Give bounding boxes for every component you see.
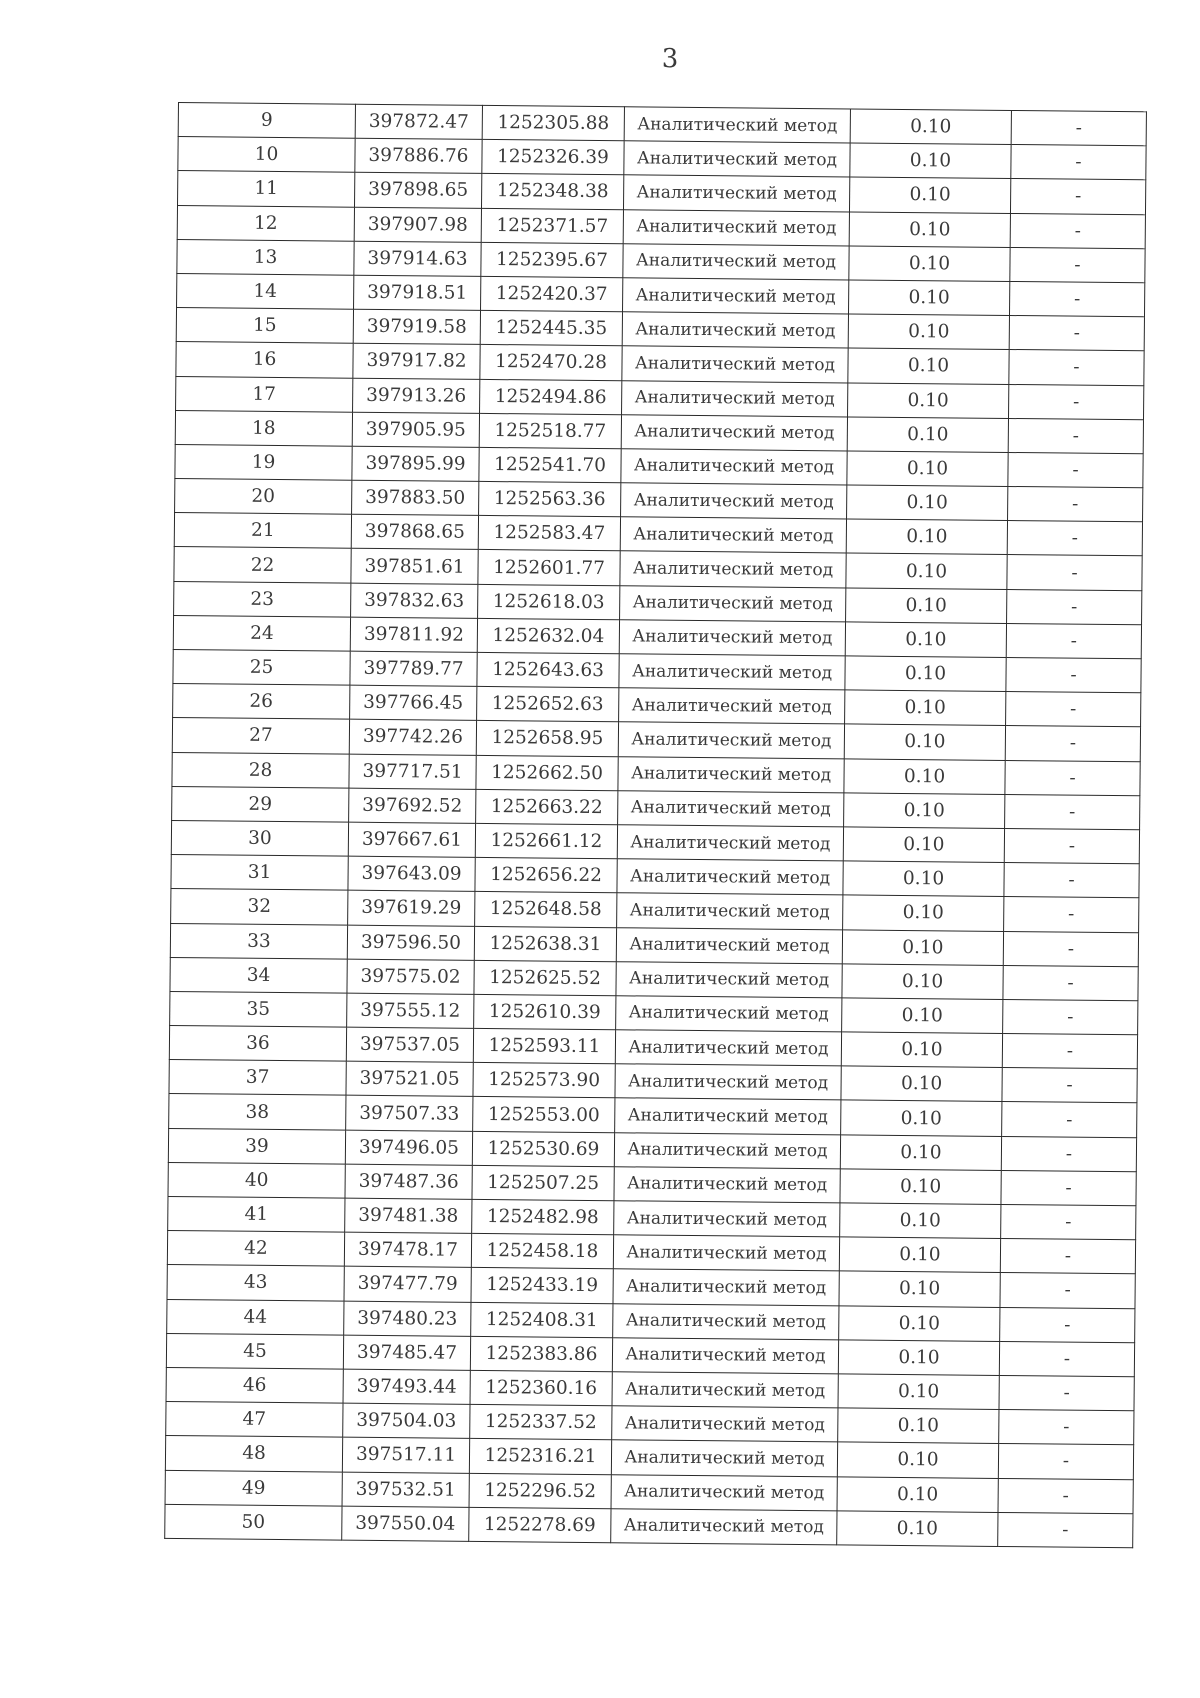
y-coordinate-cell: 1252663.22	[476, 789, 618, 825]
accuracy-cell: 0.10	[838, 1374, 999, 1410]
x-coordinate-cell: 397496.05	[345, 1130, 472, 1165]
accuracy-cell: 0.10	[844, 793, 1005, 829]
accuracy-cell: 0.10	[844, 724, 1005, 760]
point-number-cell: 31	[171, 855, 348, 891]
method-cell: Аналитический метод	[620, 585, 846, 621]
method-cell: Аналитический метод	[616, 996, 842, 1032]
point-number-cell: 43	[167, 1265, 344, 1301]
x-coordinate-cell: 397914.63	[354, 241, 481, 276]
point-number-cell: 46	[166, 1367, 343, 1403]
x-coordinate-cell: 397550.04	[342, 1506, 469, 1541]
y-coordinate-cell: 1252583.47	[478, 516, 620, 552]
y-coordinate-cell: 1252632.04	[477, 618, 619, 654]
method-cell: Аналитический метод	[613, 1303, 839, 1339]
y-coordinate-cell: 1252652.63	[477, 687, 619, 723]
point-number-cell: 48	[165, 1436, 342, 1472]
y-coordinate-cell: 1252360.16	[470, 1370, 612, 1406]
x-coordinate-cell: 397517.11	[342, 1437, 469, 1472]
method-cell: Аналитический метод	[612, 1406, 838, 1442]
x-coordinate-cell: 397487.36	[345, 1164, 472, 1199]
method-cell: Аналитический метод	[613, 1235, 839, 1271]
point-number-cell: 12	[177, 205, 354, 241]
y-coordinate-cell: 1252618.03	[478, 584, 620, 620]
method-cell: Аналитический метод	[620, 517, 846, 553]
method-cell: Аналитический метод	[615, 1064, 841, 1100]
x-coordinate-cell: 397918.51	[354, 275, 481, 310]
description-cell: -	[1001, 1136, 1136, 1171]
y-coordinate-cell: 1252638.31	[474, 926, 616, 962]
description-cell: -	[1007, 521, 1142, 556]
x-coordinate-cell: 397789.77	[350, 651, 477, 686]
description-cell: -	[1001, 1170, 1136, 1205]
method-cell: Аналитический метод	[617, 825, 843, 861]
y-coordinate-cell: 1252610.39	[474, 994, 616, 1030]
method-cell: Аналитический метод	[621, 483, 847, 519]
description-cell: -	[1007, 589, 1142, 624]
accuracy-cell: 0.10	[837, 1511, 998, 1547]
method-cell: Аналитический метод	[611, 1440, 837, 1476]
x-coordinate-cell: 397886.76	[355, 138, 482, 173]
description-cell: -	[1008, 487, 1143, 522]
accuracy-cell: 0.10	[848, 382, 1009, 418]
description-cell: -	[1010, 247, 1145, 282]
point-number-cell: 36	[169, 1026, 346, 1062]
point-number-cell: 27	[172, 718, 349, 754]
x-coordinate-cell: 397555.12	[347, 993, 474, 1028]
x-coordinate-cell: 397868.65	[351, 514, 478, 549]
x-coordinate-cell: 397480.23	[344, 1301, 471, 1336]
y-coordinate-cell: 1252337.52	[470, 1404, 612, 1440]
method-cell: Аналитический метод	[623, 175, 849, 211]
method-cell: Аналитический метод	[615, 1098, 841, 1134]
point-number-cell: 19	[175, 444, 352, 480]
method-cell: Аналитический метод	[622, 346, 848, 382]
method-cell: Аналитический метод	[622, 380, 848, 416]
y-coordinate-cell: 1252648.58	[475, 892, 617, 928]
method-cell: Аналитический метод	[622, 312, 848, 348]
y-coordinate-cell: 1252326.39	[482, 140, 624, 176]
accuracy-cell: 0.10	[842, 998, 1003, 1034]
description-cell: -	[1006, 657, 1141, 692]
method-cell: Аналитический метод	[617, 893, 843, 929]
description-cell: -	[1010, 179, 1145, 214]
point-number-cell: 26	[173, 684, 350, 720]
point-number-cell: 9	[178, 103, 355, 139]
method-cell: Аналитический метод	[619, 688, 845, 724]
description-cell: -	[1005, 760, 1140, 795]
description-cell: -	[1009, 384, 1144, 419]
x-coordinate-cell: 397895.99	[352, 446, 479, 481]
description-cell: -	[1002, 1034, 1137, 1069]
x-coordinate-cell: 397851.61	[351, 549, 478, 584]
y-coordinate-cell: 1252601.77	[478, 550, 620, 586]
y-coordinate-cell: 1252553.00	[473, 1097, 615, 1133]
y-coordinate-cell: 1252420.37	[481, 276, 623, 312]
point-number-cell: 39	[168, 1128, 345, 1164]
x-coordinate-cell: 397481.38	[345, 1198, 472, 1233]
y-coordinate-cell: 1252395.67	[481, 242, 623, 278]
accuracy-cell: 0.10	[840, 1203, 1001, 1239]
method-cell: Аналитический метод	[621, 449, 847, 485]
y-coordinate-cell: 1252296.52	[469, 1473, 611, 1509]
y-coordinate-cell: 1252658.95	[476, 721, 618, 757]
description-cell: -	[1009, 350, 1144, 385]
accuracy-cell: 0.10	[839, 1305, 1000, 1341]
accuracy-cell: 0.10	[847, 417, 1008, 453]
method-cell: Аналитический метод	[618, 722, 844, 758]
accuracy-cell: 0.10	[847, 485, 1008, 521]
description-cell: -	[1006, 692, 1141, 727]
method-cell: Аналитический метод	[611, 1508, 837, 1544]
description-cell: -	[1001, 1204, 1136, 1239]
point-number-cell: 28	[172, 752, 349, 788]
y-coordinate-cell: 1252661.12	[475, 823, 617, 859]
method-cell: Аналитический метод	[618, 791, 844, 827]
x-coordinate-cell: 397717.51	[349, 754, 476, 789]
x-coordinate-cell: 397811.92	[350, 617, 477, 652]
accuracy-cell: 0.10	[841, 1032, 1002, 1068]
method-cell: Аналитический метод	[621, 414, 847, 450]
description-cell: -	[999, 1410, 1134, 1445]
y-coordinate-cell: 1252625.52	[474, 960, 616, 996]
description-cell: -	[1000, 1307, 1135, 1342]
y-coordinate-cell: 1252541.70	[479, 447, 621, 483]
point-number-cell: 20	[175, 479, 352, 515]
accuracy-cell: 0.10	[844, 758, 1005, 794]
point-number-cell: 49	[165, 1470, 342, 1506]
description-cell: -	[1000, 1239, 1135, 1274]
method-cell: Аналитический метод	[614, 1167, 840, 1203]
method-cell: Аналитический метод	[613, 1269, 839, 1305]
description-cell: -	[1005, 726, 1140, 761]
y-coordinate-cell: 1252316.21	[469, 1439, 611, 1475]
accuracy-cell: 0.10	[847, 451, 1008, 487]
x-coordinate-cell: 397485.47	[343, 1335, 470, 1370]
description-cell: -	[998, 1512, 1133, 1547]
point-number-cell: 24	[173, 615, 350, 651]
description-cell: -	[998, 1444, 1133, 1479]
y-coordinate-cell: 1252408.31	[471, 1302, 613, 1338]
y-coordinate-cell: 1252518.77	[479, 413, 621, 449]
point-number-cell: 45	[166, 1333, 343, 1369]
description-cell: -	[999, 1375, 1134, 1410]
point-number-cell: 40	[168, 1162, 345, 1198]
y-coordinate-cell: 1252563.36	[479, 481, 621, 517]
y-coordinate-cell: 1252470.28	[480, 345, 622, 381]
point-number-cell: 29	[172, 786, 349, 822]
point-number-cell: 37	[169, 1060, 346, 1096]
accuracy-cell: 0.10	[840, 1135, 1001, 1171]
y-coordinate-cell: 1252494.86	[480, 379, 622, 415]
accuracy-cell: 0.10	[837, 1442, 998, 1478]
method-cell: Аналитический метод	[624, 141, 850, 177]
method-cell: Аналитический метод	[611, 1474, 837, 1510]
accuracy-cell: 0.10	[838, 1408, 999, 1444]
accuracy-cell: 0.10	[845, 690, 1006, 726]
y-coordinate-cell: 1252305.88	[482, 105, 624, 141]
x-coordinate-cell: 397742.26	[349, 720, 476, 755]
accuracy-cell: 0.10	[843, 861, 1004, 897]
accuracy-cell: 0.10	[846, 519, 1007, 555]
accuracy-cell: 0.10	[843, 827, 1004, 863]
x-coordinate-cell: 397643.09	[348, 856, 475, 891]
description-cell: -	[1003, 931, 1138, 966]
accuracy-cell: 0.10	[839, 1271, 1000, 1307]
page-number: 3	[661, 44, 679, 74]
y-coordinate-cell: 1252383.86	[470, 1336, 612, 1372]
x-coordinate-cell: 397919.58	[353, 309, 480, 344]
point-number-cell: 44	[167, 1299, 344, 1335]
x-coordinate-cell: 397575.02	[347, 959, 474, 994]
description-cell: -	[1004, 863, 1139, 898]
y-coordinate-cell: 1252662.50	[476, 755, 618, 791]
x-coordinate-cell: 397766.45	[350, 685, 477, 720]
point-number-cell: 18	[175, 410, 352, 446]
method-cell: Аналитический метод	[623, 244, 849, 280]
coordinates-table	[164, 102, 1147, 1548]
accuracy-cell: 0.10	[850, 109, 1011, 145]
x-coordinate-cell: 397917.82	[353, 344, 480, 379]
point-number-cell: 14	[177, 273, 354, 309]
method-cell: Аналитический метод	[618, 756, 844, 792]
accuracy-cell: 0.10	[849, 212, 1010, 248]
accuracy-cell: 0.10	[842, 929, 1003, 965]
x-coordinate-cell: 397532.51	[342, 1472, 469, 1507]
x-coordinate-cell: 397504.03	[343, 1403, 470, 1438]
accuracy-cell: 0.10	[841, 1100, 1002, 1136]
accuracy-cell: 0.10	[841, 1066, 1002, 1102]
method-cell: Аналитический метод	[619, 620, 845, 656]
description-cell: -	[1003, 965, 1138, 1000]
point-number-cell: 16	[176, 342, 353, 378]
point-number-cell: 42	[167, 1231, 344, 1267]
point-number-cell: 10	[178, 137, 355, 173]
point-number-cell: 33	[170, 923, 347, 959]
x-coordinate-cell: 397477.79	[344, 1267, 471, 1302]
accuracy-cell: 0.10	[846, 553, 1007, 589]
x-coordinate-cell: 397667.61	[348, 822, 475, 857]
accuracy-cell: 0.10	[842, 964, 1003, 1000]
x-coordinate-cell: 397872.47	[355, 104, 482, 139]
point-number-cell: 34	[170, 957, 347, 993]
method-cell: Аналитический метод	[616, 961, 842, 997]
x-coordinate-cell: 397619.29	[348, 890, 475, 925]
accuracy-cell: 0.10	[849, 246, 1010, 282]
point-number-cell: 30	[171, 820, 348, 856]
accuracy-cell: 0.10	[837, 1476, 998, 1512]
y-coordinate-cell: 1252348.38	[481, 174, 623, 210]
accuracy-cell: 0.10	[845, 656, 1006, 692]
point-number-cell: 47	[166, 1402, 343, 1438]
description-cell: -	[1000, 1273, 1135, 1308]
description-cell: -	[1011, 111, 1146, 146]
description-cell: -	[1008, 418, 1143, 453]
description-cell: -	[999, 1341, 1134, 1376]
accuracy-cell: 0.10	[846, 588, 1007, 624]
x-coordinate-cell: 397507.33	[346, 1096, 473, 1131]
y-coordinate-cell: 1252458.18	[471, 1234, 613, 1270]
x-coordinate-cell: 397596.50	[347, 925, 474, 960]
description-cell: -	[1010, 213, 1145, 248]
description-cell: -	[1002, 1102, 1137, 1137]
x-coordinate-cell: 397692.52	[349, 788, 476, 823]
point-number-cell: 32	[171, 889, 348, 925]
x-coordinate-cell: 397832.63	[351, 583, 478, 618]
accuracy-cell: 0.10	[850, 143, 1011, 179]
method-cell: Аналитический метод	[619, 654, 845, 690]
y-coordinate-cell: 1252433.19	[471, 1268, 613, 1304]
accuracy-cell: 0.10	[848, 348, 1009, 384]
method-cell: Аналитический метод	[624, 107, 850, 143]
description-cell: -	[1011, 145, 1146, 180]
accuracy-cell: 0.10	[845, 622, 1006, 658]
x-coordinate-cell: 397478.17	[344, 1232, 471, 1267]
description-cell: -	[1003, 999, 1138, 1034]
method-cell: Аналитический метод	[614, 1132, 840, 1168]
y-coordinate-cell: 1252530.69	[472, 1131, 614, 1167]
accuracy-cell: 0.10	[843, 895, 1004, 931]
accuracy-cell: 0.10	[849, 177, 1010, 213]
point-number-cell: 35	[170, 991, 347, 1027]
y-coordinate-cell: 1252445.35	[480, 311, 622, 347]
description-cell: -	[1005, 794, 1140, 829]
accuracy-cell: 0.10	[839, 1237, 1000, 1273]
method-cell: Аналитический метод	[612, 1372, 838, 1408]
accuracy-cell: 0.10	[848, 280, 1009, 316]
x-coordinate-cell: 397913.26	[353, 378, 480, 413]
point-number-cell: 11	[178, 171, 355, 207]
x-coordinate-cell: 397883.50	[352, 480, 479, 515]
y-coordinate-cell: 1252278.69	[469, 1507, 611, 1543]
description-cell: -	[1007, 555, 1142, 590]
description-cell: -	[1009, 281, 1144, 316]
point-number-cell: 15	[176, 308, 353, 344]
x-coordinate-cell: 397907.98	[354, 207, 481, 242]
y-coordinate-cell: 1252507.25	[472, 1165, 614, 1201]
point-number-cell: 21	[174, 513, 351, 549]
point-number-cell: 25	[173, 649, 350, 685]
x-coordinate-cell: 397898.65	[355, 173, 482, 208]
description-cell: -	[1006, 623, 1141, 658]
method-cell: Аналитический метод	[620, 551, 846, 587]
coordinates-table-body	[165, 103, 1147, 1548]
point-number-cell: 38	[169, 1094, 346, 1130]
x-coordinate-cell: 397521.05	[346, 1061, 473, 1096]
point-number-cell: 22	[174, 547, 351, 583]
method-cell: Аналитический метод	[615, 1030, 841, 1066]
description-cell: -	[1008, 452, 1143, 487]
x-coordinate-cell: 397493.44	[343, 1369, 470, 1404]
x-coordinate-cell: 397905.95	[352, 412, 479, 447]
accuracy-cell: 0.10	[840, 1169, 1001, 1205]
method-cell: Аналитический метод	[623, 209, 849, 245]
method-cell: Аналитический метод	[616, 927, 842, 963]
y-coordinate-cell: 1252371.57	[481, 208, 623, 244]
point-number-cell: 23	[174, 581, 351, 617]
accuracy-cell: 0.10	[848, 314, 1009, 350]
y-coordinate-cell: 1252656.22	[475, 858, 617, 894]
point-number-cell: 41	[168, 1196, 345, 1232]
description-cell: -	[998, 1478, 1133, 1513]
x-coordinate-cell: 397537.05	[346, 1027, 473, 1062]
y-coordinate-cell: 1252482.98	[472, 1199, 614, 1235]
description-cell: -	[1004, 828, 1139, 863]
point-number-cell: 50	[165, 1504, 342, 1540]
y-coordinate-cell: 1252593.11	[473, 1028, 615, 1064]
point-number-cell: 17	[176, 376, 353, 412]
description-cell: -	[1004, 897, 1139, 932]
point-number-cell: 13	[177, 239, 354, 275]
accuracy-cell: 0.10	[838, 1340, 999, 1376]
description-cell: -	[1002, 1068, 1137, 1103]
method-cell: Аналитический метод	[623, 278, 849, 314]
method-cell: Аналитический метод	[617, 859, 843, 895]
y-coordinate-cell: 1252643.63	[477, 652, 619, 688]
y-coordinate-cell: 1252573.90	[473, 1063, 615, 1099]
method-cell: Аналитический метод	[614, 1201, 840, 1237]
description-cell: -	[1009, 316, 1144, 351]
method-cell: Аналитический метод	[612, 1337, 838, 1373]
